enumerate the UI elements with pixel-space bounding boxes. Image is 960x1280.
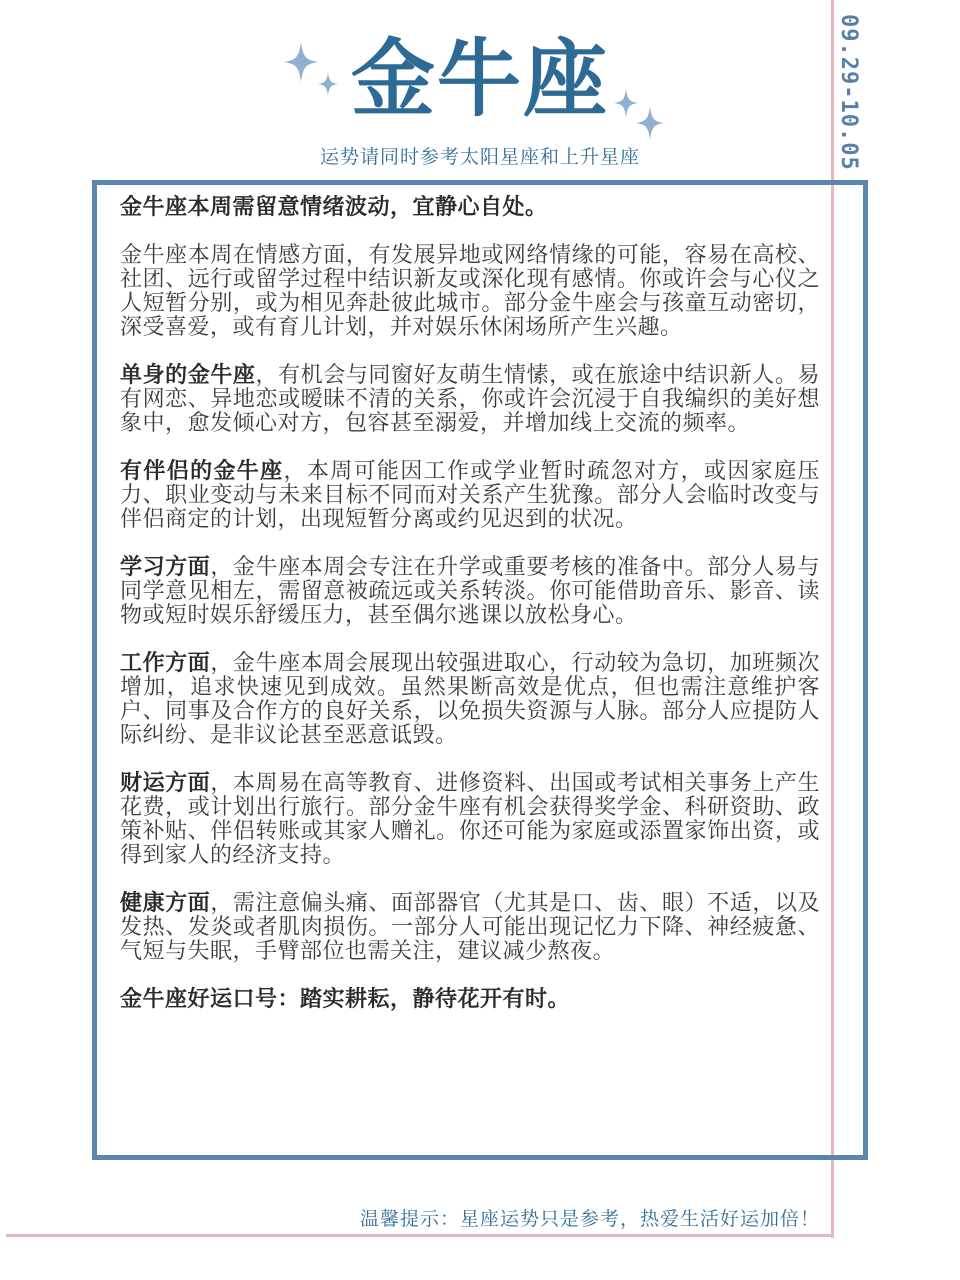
subtitle: 运势请同时参考太阳星座和上升星座 xyxy=(319,146,640,168)
health-body: ，需注意偏头痛、面部器官（尤其是口、齿、眼）不适，以及发热、发炎或者肌肉损伤。一部分人可能出现记忆力下降、神经疲惫、气短与失眠，手臂部位也需关注，建议减少熬夜。 xyxy=(120,891,820,964)
health-title: 健康方面 xyxy=(120,891,211,916)
sparkle-large-icon-right xyxy=(636,106,664,140)
partner-paragraph xyxy=(120,460,820,532)
work-paragraph xyxy=(120,652,820,748)
wealth-paragraph xyxy=(120,772,820,868)
pink-horizontal-rule xyxy=(6,1234,834,1237)
sparkle-large-icon-left xyxy=(284,42,318,82)
summary-paragraph xyxy=(120,196,820,220)
slogan-text: 金牛座好运口号：踏实耕耘，静待花开有时。 xyxy=(120,987,571,1012)
work-body: ，金牛座本周会展现出较强进取心，行动较为急切，加班频次增加，追求快速见到成效。虽然果断高效是优点，但也需注意维护客户、同事及合作方的良好关系，以免损失资源与人脉。部分人应提防人际纠纷、是非议论甚至恶意诋毁。 xyxy=(120,651,820,748)
emotion-paragraph: 金牛座本周在情感方面，有发展异地或网络情缘的可能，容易在高校、社团、远行或留学过程中结识新友或深化现有感情。你或许会与心仪之人短暂分别，或为相见奔赴彼此城市。部分金牛座会与孩童互动密切，深受喜爱，或有育儿计划，并对娱乐休闲场所产生兴趣。 xyxy=(120,243,820,340)
horoscope-content xyxy=(120,196,820,1036)
sparkle-small-icon-right xyxy=(614,88,638,118)
sparkle-small-icon-left xyxy=(318,72,338,96)
slogan-paragraph xyxy=(120,988,820,1012)
page-title: 金牛座 xyxy=(350,30,609,128)
single-body: ，有机会与同窗好友萌生情愫，或在旅途中结识新人。易有网恋、异地恋或暧昧不清的关系，你或许会沉浸于自我编织的美好想象中，愈发倾心对方，包容甚至溺爱，并增加线上交流的频率。 xyxy=(120,363,820,436)
single-paragraph xyxy=(120,364,820,436)
work-title: 工作方面 xyxy=(120,651,211,676)
health-paragraph xyxy=(120,892,820,964)
wealth-title: 财运方面 xyxy=(120,771,211,796)
partner-title: 有伴侣的金牛座 xyxy=(120,459,284,484)
partner-body: ，本周可能因工作或学业暂时疏忽对方，或因家庭压力、职业变动与未来目标不同而对关系产生犹豫。部分人会临时改变与伴侣商定的计划，出现短暂分离或约见迟到的状况。 xyxy=(120,459,820,532)
summary-text: 金牛座本周需留意情绪波动，宜静心自处。 xyxy=(120,195,548,220)
footer-tip: 温馨提示：星座运势只是参考，热爱生活好运加倍！ xyxy=(359,1208,820,1230)
study-body: ，金牛座本周会专注在升学或重要考核的准备中。部分人易与同学意见相左，需留意被疏远或关系转淡。你可能借助音乐、影音、读物或短时娱乐舒缓压力，甚至偶尔逃课以放松身心。 xyxy=(120,555,820,628)
study-paragraph xyxy=(120,556,820,628)
single-title: 单身的金牛座 xyxy=(120,363,256,388)
study-title: 学习方面 xyxy=(120,555,211,580)
date-range: 09.29-10.05 xyxy=(836,14,861,171)
wealth-body: ，本周易在高等教育、进修资料、出国或考试相关事务上产生花费，或计划出行旅行。部分金牛座有机会获得奖学金、科研资助、政策补贴、伴侣转账或其家人赠礼。你还可能为家庭或添置家饰出资，或得到家人的经济支持。 xyxy=(120,771,820,868)
